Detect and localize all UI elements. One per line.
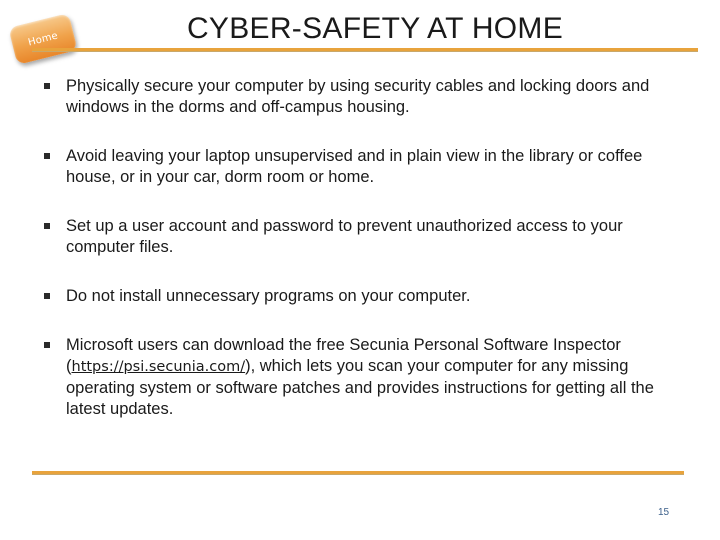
bullet-item bbox=[42, 146, 682, 188]
home-button-label: Home bbox=[26, 29, 60, 49]
bullet-list bbox=[42, 76, 682, 448]
secunia-link[interactable]: https://psi.secunia.com/ bbox=[71, 359, 246, 375]
bullet-text: Physically secure your computer by using security cables and locking doors and windows in the dorms and off-campus housing. bbox=[66, 77, 650, 116]
square-bullet-icon bbox=[44, 153, 50, 159]
slide-title: CYBER-SAFETY AT HOME bbox=[186, 12, 564, 45]
bullet-item bbox=[42, 286, 682, 307]
square-bullet-icon bbox=[44, 342, 50, 348]
home-button[interactable] bbox=[8, 13, 77, 65]
page-number: 15 bbox=[658, 507, 670, 518]
bullet-text: Set up a user account and password to prevent unauthorized access to your computer files. bbox=[66, 217, 623, 256]
bullet-item bbox=[42, 216, 682, 258]
title-divider bbox=[32, 48, 698, 52]
square-bullet-icon bbox=[44, 293, 50, 299]
footer-divider bbox=[32, 471, 684, 475]
bullet-item bbox=[42, 76, 682, 118]
bullet-text: Do not install unnecessary programs on your computer. bbox=[66, 287, 471, 305]
bullet-text: Avoid leaving your laptop unsupervised and in plain view in the library or coffee house, or in your car, dorm room or home. bbox=[66, 147, 643, 186]
bullet-item bbox=[42, 335, 682, 420]
bullet-text-after-link: ), which lets you scan your computer for any missing operating system or software patches and provides instructions for getting all the latest updates. bbox=[66, 357, 654, 418]
bullet-text-before-link: Microsoft users can download the free Secunia Personal Software Inspector ( bbox=[66, 336, 621, 375]
square-bullet-icon bbox=[44, 83, 50, 89]
square-bullet-icon bbox=[44, 223, 50, 229]
